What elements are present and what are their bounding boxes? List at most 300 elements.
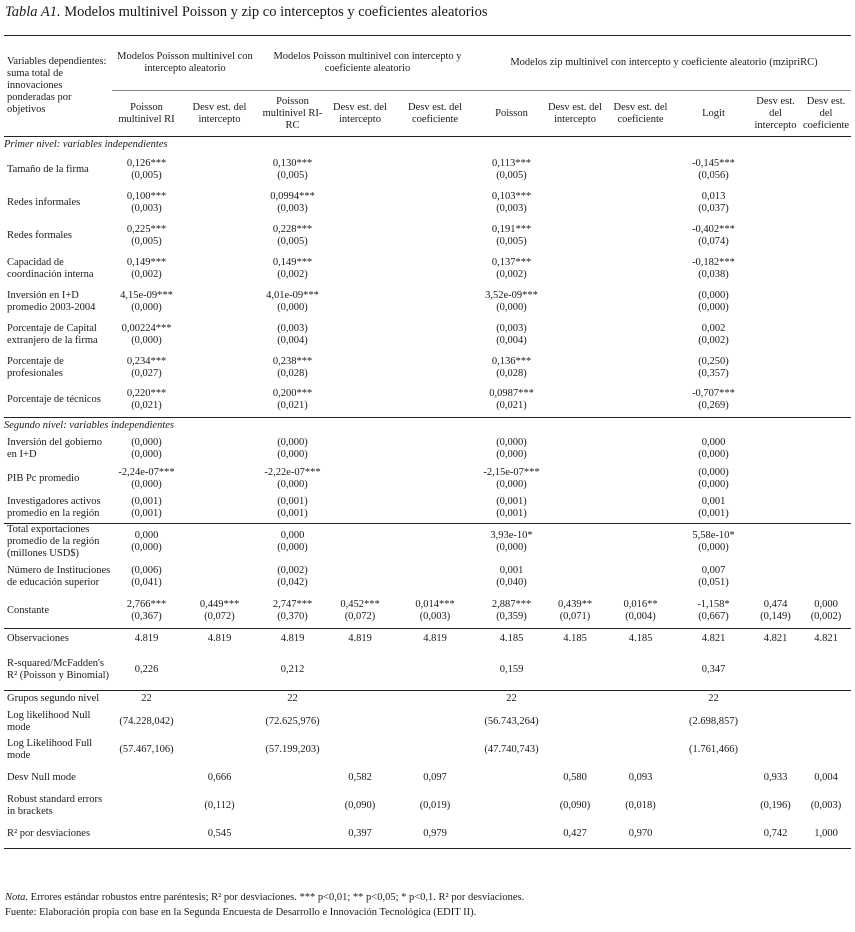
standard-error: (0,001): [277, 508, 308, 520]
table-row: [4, 153, 851, 186]
row-label: Total exportaciones promedio de la región (millones USD$): [7, 524, 100, 559]
standard-error: (0,002): [131, 268, 162, 280]
table-cell: [258, 219, 327, 252]
coefficient: (0,000): [277, 436, 308, 448]
table-cell: [546, 464, 604, 494]
table-cell: (72.625,976): [265, 716, 320, 727]
standard-error: (0,667): [698, 610, 729, 622]
coefficient: 0,014***: [415, 598, 455, 610]
table-cell: [258, 464, 327, 494]
standard-error: (0,367): [131, 610, 162, 622]
standard-error: (0,021): [131, 400, 162, 412]
table-row: [4, 186, 851, 219]
table-cell: [393, 219, 477, 252]
table-cell: [393, 384, 477, 417]
table-cell: [677, 219, 750, 252]
standard-error: (0,021): [496, 400, 527, 412]
table-cell: [677, 764, 750, 792]
standard-error: (0,002): [496, 268, 527, 280]
row-label: R² por desviaciones: [7, 827, 91, 839]
table-cell: [604, 690, 677, 708]
table-cell: [393, 464, 477, 494]
standard-error: (0,000): [277, 448, 308, 460]
table-cell: [604, 318, 677, 351]
standard-error: (0,021): [277, 400, 308, 412]
table-cell: [546, 285, 604, 318]
table-cell: [604, 736, 677, 764]
standard-error: (0,000): [698, 478, 729, 490]
standard-error: (0,074): [698, 235, 729, 247]
table-cell: [181, 318, 258, 351]
table-cell: [393, 708, 477, 736]
table-cell: [393, 434, 477, 464]
coefficient: 0,0987***: [489, 388, 534, 400]
table-cell: [393, 690, 477, 708]
table-cell: [604, 186, 677, 219]
table-cell: [477, 219, 546, 252]
table-cell: [546, 219, 604, 252]
coefficient: (0,002): [277, 565, 308, 576]
table-cell: [477, 792, 546, 820]
table-cell: [750, 252, 801, 285]
table-cell: 0,979: [423, 827, 447, 839]
table-cell: [546, 708, 604, 736]
table-cell: [258, 186, 327, 219]
coefficient: 0,228***: [272, 223, 313, 235]
coefficient: 0,191***: [491, 223, 532, 235]
coefficient: (0,000): [131, 436, 162, 448]
table-cell: [258, 318, 327, 351]
table-cell: [546, 351, 604, 384]
table-cell: (0,112): [204, 800, 235, 811]
table-row: [4, 252, 851, 285]
table-cell: [112, 764, 181, 792]
coefficient: (0,250): [698, 355, 729, 367]
standard-error: (0,000): [131, 334, 162, 346]
table-cell: [546, 736, 604, 764]
table-cell: [750, 690, 801, 708]
table-cell: [750, 318, 801, 351]
table-cell: 4.821: [763, 633, 788, 645]
table-cell: [546, 650, 604, 690]
standard-error: (0,149): [760, 610, 791, 622]
subheader-8: Logit: [702, 107, 725, 119]
table-cell: [546, 252, 604, 285]
coefficient: 0,002: [701, 322, 726, 334]
table-row: [4, 708, 851, 736]
subheader-1: Desv est. del intercepto: [192, 101, 247, 125]
subheader-5: Poisson: [495, 107, 528, 119]
standard-error: (0,357): [698, 367, 729, 379]
row-label: Porcentaje de profesionales: [7, 355, 64, 379]
table-row: [4, 351, 851, 384]
table-cell: [327, 560, 393, 594]
table-cell: 0,159: [499, 663, 524, 675]
coefficient: 2,747***: [272, 598, 313, 610]
standard-error: (0,027): [131, 367, 162, 379]
table-cell: [677, 792, 750, 820]
standard-error: (0,000): [496, 448, 527, 460]
standard-error: (0,000): [277, 478, 308, 490]
table-cell: [327, 524, 393, 561]
standard-error: (0,037): [698, 202, 729, 214]
table-cell: [181, 464, 258, 494]
coefficient: 0,136***: [491, 355, 532, 367]
coefficient: 3,93e-10*: [490, 530, 533, 541]
coefficient: 0,200***: [272, 388, 313, 400]
table-cell: [393, 186, 477, 219]
table-row: [4, 560, 851, 594]
coefficient: 4,15e-09***: [120, 289, 173, 301]
table-cell: [327, 494, 393, 524]
table-cell: 0,212: [280, 663, 305, 675]
table-cell: 4.185: [563, 633, 587, 645]
coefficient: (0,001): [131, 496, 162, 508]
table-cell: [393, 285, 477, 318]
table-cell: [258, 351, 327, 384]
table-cell: [604, 434, 677, 464]
table-cell: (0,018): [625, 800, 656, 811]
subheader-4: Desv est. del coeficiente: [408, 101, 462, 125]
standard-error: (0,000): [131, 301, 162, 313]
table-cell: [677, 594, 750, 628]
coefficient: 0,130***: [272, 157, 313, 169]
table-cell: [477, 560, 546, 594]
table-cell: [604, 524, 677, 561]
table-cell: [112, 318, 181, 351]
table-row: [4, 494, 851, 524]
table-cell: [477, 434, 546, 464]
row-label: Observaciones: [7, 633, 69, 645]
caption-title: Modelos multinivel Poisson y zip co interceptos y coeficientes aleatorios: [64, 4, 488, 20]
table-cell: [258, 764, 327, 792]
standard-error: (0,370): [277, 610, 308, 622]
table-cell: [801, 285, 851, 318]
table-cell: [327, 186, 393, 219]
table-cell: [181, 594, 258, 628]
table-cell: (2.698,857): [689, 716, 738, 727]
table-cell: [181, 186, 258, 219]
table-cell: 22: [287, 693, 298, 705]
table-cell: [604, 494, 677, 524]
row-label: Porcentaje de Capital extranjero de la firma: [7, 322, 98, 346]
table-cell: [112, 384, 181, 417]
table-cell: 4.821: [701, 633, 726, 645]
table-cell: [393, 650, 477, 690]
standard-error: (0,003): [277, 202, 308, 214]
standard-error: (0,040): [496, 577, 527, 588]
coefficient: 0,149***: [272, 256, 313, 268]
table-cell: 0,970: [628, 827, 653, 839]
table-cell: [604, 351, 677, 384]
coefficient: 2,766***: [126, 598, 167, 610]
coefficient: (0,000): [698, 466, 729, 478]
table-cell: [181, 494, 258, 524]
row-label: Tamaño de la firma: [7, 163, 89, 175]
table-row: [4, 628, 851, 650]
table-cell: [112, 252, 181, 285]
table-cell: [181, 434, 258, 464]
table-cell: [801, 708, 851, 736]
table-cell: [258, 560, 327, 594]
standard-error: (0,000): [277, 542, 308, 553]
table-cell: [258, 524, 327, 561]
coefficient: 0,000: [134, 530, 159, 541]
table-cell: [112, 219, 181, 252]
table-cell: [258, 494, 327, 524]
table-cell: [801, 650, 851, 690]
table-cell: [750, 524, 801, 561]
table-cell: [477, 820, 546, 848]
subheader-0: Poisson multinivel RI: [118, 101, 175, 125]
table-cell: (56.743,264): [484, 716, 539, 727]
table-cell: [181, 560, 258, 594]
coefficient: -0,145***: [692, 157, 735, 169]
table-cell: [112, 560, 181, 594]
table-row: [4, 736, 851, 764]
header-group-1: Modelos Poisson multinivel con intercepto aleatorio: [112, 36, 258, 91]
table-cell: [546, 318, 604, 351]
row-label: Grupos segundo nivel: [7, 693, 100, 705]
subheader-9: Desv est. del intercepto: [754, 95, 797, 131]
table-cell: [393, 736, 477, 764]
coefficient: -0,182***: [692, 256, 735, 268]
table-row: [4, 764, 851, 792]
standard-error: (0,003): [131, 202, 162, 214]
table-cell: 22: [506, 693, 517, 705]
standard-error: (0,071): [559, 610, 591, 622]
coefficient: 0,000: [814, 598, 838, 610]
table-cell: 0,580: [563, 772, 587, 783]
table-cell: [112, 186, 181, 219]
table-cell: [112, 464, 181, 494]
coefficient: 0,474: [763, 598, 788, 610]
table-cell: 0,742: [763, 827, 788, 839]
row-label: Log likelihood Null mode: [7, 710, 91, 733]
coefficient: -0,402***: [692, 223, 735, 235]
table-cell: 0,582: [348, 772, 372, 783]
table-cell: [181, 708, 258, 736]
table-cell: [477, 285, 546, 318]
table-cell: [750, 384, 801, 417]
header-group-2: Modelos Poisson multinivel con intercepto y coeficiente aleatorio: [258, 36, 477, 91]
coefficient: 0,103***: [491, 190, 532, 202]
section-row: [4, 137, 851, 154]
table-cell: 0,397: [348, 827, 372, 839]
coefficient: 2,887***: [491, 598, 532, 610]
table-cell: [112, 351, 181, 384]
table-row: [4, 690, 851, 708]
table-cell: [604, 219, 677, 252]
coefficient: 0,113***: [492, 157, 531, 169]
header-group-3: Modelos zip multinivel con intercepto y coeficiente aleatorio (mzipriRC): [477, 36, 851, 91]
table-cell: [750, 708, 801, 736]
table-cell: [801, 736, 851, 764]
standard-error: (0,000): [698, 542, 729, 553]
standard-error: (0,028): [277, 367, 308, 379]
coefficient: -0,707***: [692, 388, 735, 400]
table-cell: (0,019): [419, 800, 451, 811]
standard-error: (0,359): [496, 610, 527, 622]
standard-error: (0,041): [131, 577, 162, 588]
table-cell: 0,347: [701, 663, 726, 675]
standard-error: (0,002): [277, 268, 308, 280]
table-cell: [181, 690, 258, 708]
table-cell: [750, 494, 801, 524]
table-cell: [604, 594, 677, 628]
note-line: [5, 890, 524, 905]
coefficient: 0,016**: [623, 598, 658, 610]
note-label: Nota.: [5, 892, 29, 903]
row-label: Investigadores activos promedio en la región: [7, 496, 101, 520]
table-cell: [801, 560, 851, 594]
coefficient: 3,52e-09***: [485, 289, 538, 301]
coefficient: 0,452***: [340, 598, 380, 610]
subheader-2: Poisson multinivel RI-RC: [262, 95, 323, 131]
coefficient: (0,001): [496, 496, 527, 508]
standard-error: (0,005): [131, 169, 162, 181]
table-cell: [604, 384, 677, 417]
table-cell: [327, 153, 393, 186]
table-cell: [604, 153, 677, 186]
table-cell: 22: [708, 693, 719, 705]
table-cell: [477, 764, 546, 792]
table-cell: [477, 384, 546, 417]
coefficient: 0,449***: [199, 598, 240, 610]
coefficient: 0,149***: [126, 256, 167, 268]
table-cell: [801, 594, 851, 628]
table-cell: 0,093: [628, 772, 653, 783]
table-cell: [393, 560, 477, 594]
row-label: PIB Pc promedio: [7, 472, 80, 484]
coefficient: 0,0994***: [270, 190, 315, 202]
table-cell: [677, 384, 750, 417]
table-caption: [5, 4, 487, 21]
row-label: Redes formales: [7, 229, 73, 241]
table-cell: 1,000: [814, 827, 838, 839]
coefficient: 0,137***: [491, 256, 532, 268]
table-cell: 0,097: [423, 772, 447, 783]
standard-error: (0,005): [131, 235, 162, 247]
table-cell: 4.819: [134, 633, 159, 645]
table-cell: [750, 219, 801, 252]
standard-error: (0,000): [496, 542, 527, 553]
subheader-10: Desv est. del coeficiente: [802, 95, 850, 131]
section-title: Primer nivel: variables independientes: [4, 139, 168, 150]
row-label: Desv Null mode: [7, 772, 76, 783]
row-label: Log Likelihood Full mode: [7, 738, 93, 761]
table-cell: [801, 524, 851, 561]
table-cell: [546, 434, 604, 464]
row-label: Inversión del gobierno en I+D: [7, 436, 103, 460]
table-cell: [546, 524, 604, 561]
table-cell: 22: [141, 693, 152, 705]
table-cell: [181, 153, 258, 186]
coefficient: 0,000: [280, 530, 305, 541]
table-cell: [327, 434, 393, 464]
table-row: [4, 464, 851, 494]
table-cell: [604, 560, 677, 594]
table-cell: [801, 351, 851, 384]
table-cell: [393, 524, 477, 561]
table-cell: [258, 820, 327, 848]
table-cell: [604, 708, 677, 736]
standard-error: (0,004): [277, 334, 308, 346]
standard-error: (0,000): [496, 301, 527, 313]
standard-error: (0,072): [344, 610, 376, 622]
standard-error: (0,056): [698, 169, 729, 181]
table-cell: [801, 384, 851, 417]
table-cell: [181, 524, 258, 561]
table-row: [4, 318, 851, 351]
table-cell: [750, 351, 801, 384]
table-cell: (47.740,743): [484, 744, 539, 755]
results-table: [4, 35, 851, 849]
standard-error: (0,000): [131, 478, 162, 490]
standard-error: (0,042): [277, 577, 308, 588]
table-cell: [546, 153, 604, 186]
table-row: [4, 384, 851, 417]
table-cell: [801, 494, 851, 524]
table-cell: [801, 464, 851, 494]
table-cell: [801, 434, 851, 464]
coefficient: (0,000): [698, 289, 729, 301]
standard-error: (0,028): [496, 367, 527, 379]
row-label: Porcentaje de técnicos: [7, 394, 101, 406]
coefficient: 0,000: [701, 436, 726, 448]
table-cell: [750, 434, 801, 464]
table-cell: [677, 252, 750, 285]
coefficient: 0,439**: [557, 598, 593, 610]
table-cell: [327, 252, 393, 285]
header-variables: Variables dependientes: suma total de innovaciones ponderadas por objetivos: [7, 56, 107, 115]
standard-error: (0,000): [131, 448, 162, 460]
table-cell: [677, 560, 750, 594]
subheader-3: Desv est. del intercepto: [333, 101, 387, 125]
row-label: Capacidad de coordinación interna: [7, 256, 94, 280]
coefficient: (0,001): [277, 496, 308, 508]
coefficient: 0,220***: [126, 388, 167, 400]
table-cell: [112, 494, 181, 524]
table-cell: [477, 153, 546, 186]
standard-error: (0,005): [277, 235, 308, 247]
table-cell: [112, 434, 181, 464]
table-cell: [181, 252, 258, 285]
standard-error: (0,004): [625, 610, 656, 622]
table-cell: (0,003): [810, 800, 842, 811]
standard-error: (0,000): [496, 478, 527, 490]
table-cell: (0,090): [559, 800, 591, 811]
table-cell: 0,666: [207, 772, 232, 783]
table-cell: [327, 464, 393, 494]
table-cell: [477, 351, 546, 384]
table-cell: [112, 153, 181, 186]
table-cell: [477, 186, 546, 219]
table-cell: [677, 464, 750, 494]
standard-error: (0,072): [204, 610, 235, 622]
standard-error: (0,038): [698, 268, 729, 280]
coefficient: 5,58e-10*: [692, 530, 735, 541]
coefficient: (0,003): [496, 322, 527, 334]
table-row: [4, 650, 851, 690]
table-cell: [677, 351, 750, 384]
table-cell: [477, 494, 546, 524]
table-cell: [327, 219, 393, 252]
table-cell: [604, 650, 677, 690]
table-cell: [393, 351, 477, 384]
coefficient: -2,15e-07***: [483, 466, 540, 478]
coefficient: 0,100***: [126, 190, 167, 202]
